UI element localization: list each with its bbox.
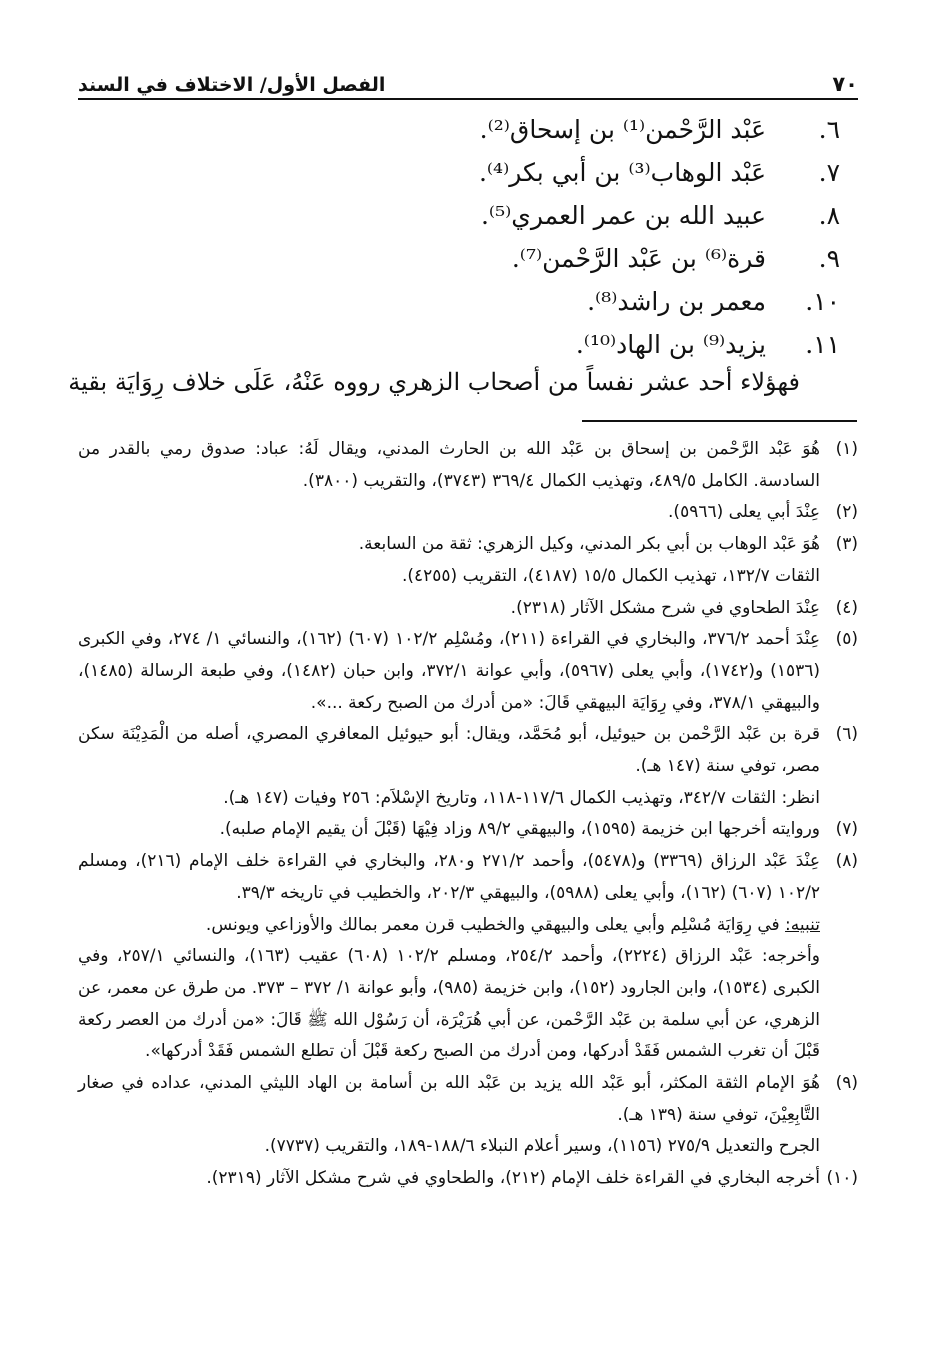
footnote: (٦) قرة بن عَبْد الرَّحْمن بن حيوئيل، أبو مُحَمَّد، ويقال: أبو حيوئيل المعافري المصري، أصله من الْمَدِيْنَة سكن مصر، توفي سنة (١٤٧ هـ). انظر: الثقات ٣٤٢/٧، وتهذيب الكمال ١١٧/٦-١١٨، وتاريخ الإسْلاَم: ٢٥٦ وفيات (١٤٧ هـ).	[78, 724, 858, 808]
footnote: (٥) عِنْدَ أحمد ٣٧٦/٢، والبخاري في القراءة (٢١١)، ومُسْلِم ١٠٢/٢ (٦٠٧) (١٦٢)، والنسائي ١/ ٢٧٤، وفي الكبرى (١٥٣٦) و(١٧٤٢)، وأبي يعلى (٥٩٦٧)، وأبي عوانة ٣٧٢/١، وابن حبان (١٤٨٢)، وفي طبعة الرسالة (١٤٨٥)، والبيهقي ٣٧٨/١، وفي رِوَايَة البيهقي قَالَ: «من أدرك من الصبح ركعة ...».	[78, 629, 858, 713]
footnote: (٢) عِنْدَ أبي يعلى (٥٩٦٦).	[668, 502, 858, 523]
footnotes	[78, 434, 858, 1195]
page-number: ٧٠	[832, 72, 858, 96]
list-item: ٧. عَبْد الوهاب⁽³⁾ بن أبي بكر⁽⁴⁾.	[478, 158, 840, 187]
list-item: ٨. عبيد الله بن عمر العمري⁽⁵⁾.	[480, 201, 840, 230]
footnote: (٤) عِنْدَ الطحاوي في شرح مشكل الآثار (٢٣١٨).	[510, 597, 858, 618]
list-item: ١٠. معمر بن راشد⁽⁸⁾.	[587, 287, 840, 316]
footnote-rule	[582, 420, 857, 422]
footnote: (٨) عِنْدَ عَبْد الرزاق (٣٣٦٩) و(٥٤٧٨)، وأحمد ٢٧١/٢ و٢٨٠، والبخاري في القراءة خلف الإمام (٢١٦)، ومسلم ١٠٢/٢ (٦٠٧) (١٦٢)، وأبي يعلى (٥٩٨٨)، والبيهقي ٢٠٢/٣، والخطيب في تاريخه ٣٩/٣. تنبيه: في رِوَايَة مُسْلِم وأبي يعلى والبيهقي والخطيب قرن معمر بمالك والأوزاعي ويونس. وأخرجه: عَبْد الرزاق (٢٢٢٤)، وأحمد ٢٥٤/٢، ومسلم ١٠٢/٢ (٦٠٨) عقيب (١٦٣)، والنسائي ٢٥٧/١، وفي الكبرى (١٥٣٤)، وابن الجارود (١٥٢)، وابن خزيمة (٩٨٥)، وأبو عوانة ١/ ٣٧٢ – ٣٧٣. من طرق عن معمر، عن الزهري، عن أبي سلمة بن عَبْد الرَّحْمن، عن أبي هُرَيْرَة، أن رَسُوْل الله ﷺ قَالَ: «من أدرك من العصر ركعة قَبْلَ أن تغرب الشمس فَقَدْ أدركها، ومن أدرك من الصبح ركعة قَبْلَ أن تطلع الشمس فَقَدْ أدركها».	[78, 851, 858, 1062]
header-rule	[78, 98, 858, 100]
summary-text: فهؤلاء أحد عشر نفساً من أصحاب الزهري رووه عَنْهُ، عَلَى خلاف رِوَايَة بقية	[68, 368, 800, 396]
list-item: ٦. عَبْد الرَّحْمن⁽¹⁾ بن إسحاق⁽²⁾.	[479, 115, 840, 144]
narrator-list	[78, 108, 858, 366]
footnote: (٧) وروايته أخرجها ابن خزيمة (١٥٩٥)، والبيهقي ٨٩/٢ وزاد فِيْهَا (قَبْلَ أن يقيم الإمام صلبه).	[219, 819, 858, 840]
tanbih-note: تنبيه: في رِوَايَة مُسْلِم وأبي يعلى والبيهقي والخطيب قرن معمر بمالك والأوزاعي ويونس.	[205, 914, 820, 935]
footnote: (٣) هُوَ عَبْد الوهاب بن أبي بكر المدني، وكيل الزهري: ثقة من السابعة. الثقات ١٣٢/٧، تهذيب الكمال ١٥/٥ (٤١٨٧)، التقريب (٤٢٥٥).	[358, 534, 858, 586]
footnote: (١٠) أخرجه البخاري في القراءة خلف الإمام (٢١٢)، والطحاوي في شرح مشكل الآثار (٢٣١٩).	[206, 1168, 858, 1189]
list-item: ٩. قرة⁽⁶⁾ بن عَبْد الرَّحْمن⁽⁷⁾.	[511, 244, 840, 273]
list-item: ١١. يزيد⁽⁹⁾ بن الهاد⁽¹⁰⁾.	[575, 330, 840, 359]
running-header	[78, 62, 858, 96]
chapter-title: الفصل الأول/ الاختلاف في السند	[78, 74, 386, 96]
footnote: (١) هُوَ عَبْد الرَّحْمن بن إسحاق بن عَبْد الله بن الحارث المدني، ويقال لَهُ: عباد: صدوق رمي بالقدر من السادسة. الكامل ٤٨٩/٥، وتهذيب الكمال ٣٦٩/٤ (٣٧٤٣)، والتقريب (٣٨٠٠).	[78, 439, 858, 491]
footnote: (٩) هُوَ الإمام الثقة المكثر، أبو عَبْد الله يزيد بن عَبْد الله بن أسامة بن الهاد الليثي المدني، عداده في صغار التَّابِعِيْنَ، توفي سنة (١٣٩ هـ). الجرح والتعديل ٢٧٥/٩ (١١٥٦)، وسير أعلام النبلاء ١٨٨/٦-١٨٩، والتقريب (٧٧٣٧).	[78, 1073, 858, 1157]
tanbih-label: تنبيه:	[785, 914, 820, 935]
